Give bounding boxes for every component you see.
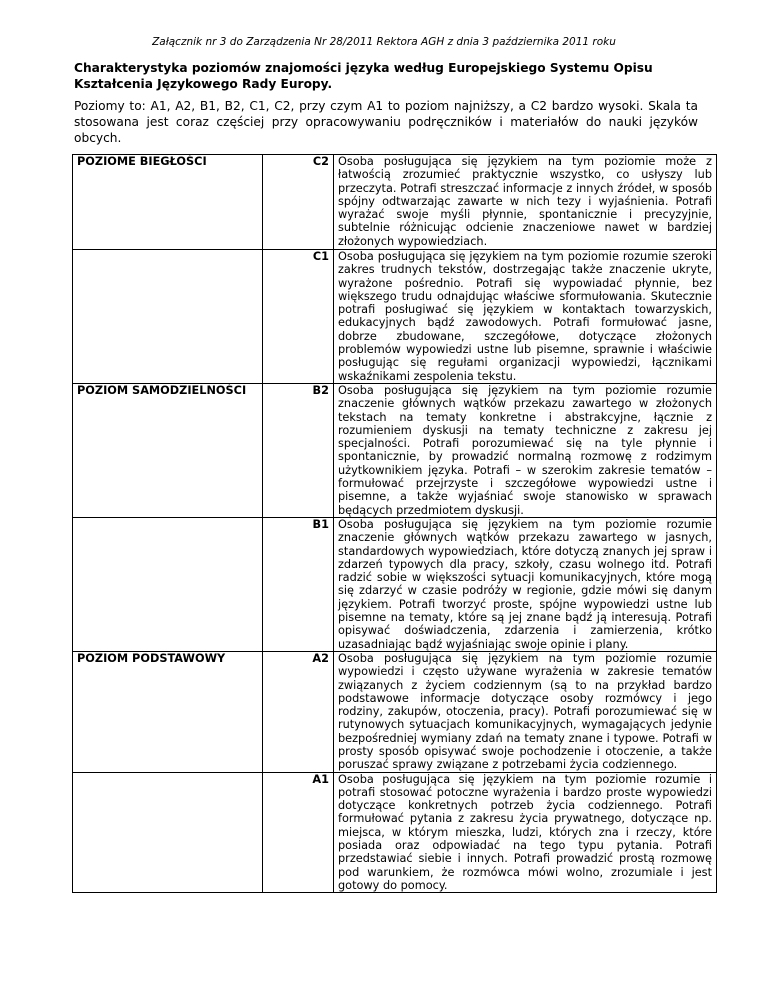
level-description: Osoba posługująca się językiem na tym poziomie rozumie znaczenie głównych wątków przekazu zawartego w jasnych, standardowych wypowiedziach, które dotyczą znanych jej spraw i zdarzeń typowych dla pracy, szkoły, czasu wolnego itd. Potrafi radzić sobie w większości sytuacji komunikacyjnych, które mogą się zdarzyć w czasie podróży w regionie, gdzie mówi się danym językiem. Potrafi tworzyć proste, spójne wypowiedzi ustne lub pisemne na tematy, które są jej znane bądź ją interesują. Potrafi opisywać doświadczenia, zdarzenia i zamierzenia, krótko uzasadniając bądź wyjaśniając swoje opinie i plany. [334, 517, 717, 651]
table-row [73, 155, 717, 250]
level-description: Osoba posługująca się językiem na tym poziomie rozumie znaczenie głównych wątków przekazu zawartego w złożonych tekstach na tematy konkretne i abstrakcyjne, łącznie z rozumieniem dyskusji na tematy techniczne z zakresu jej specjalności. Potrafi porozumiewać się na tyle płynnie i spontanicznie, by prowadzić normalną rozmowę z rodzimym użytkownikiem języka. Potrafi – w szerokim zakresie tematów – formułować przejrzyste i szczegółowe wypowiedzi ustne i pisemne, a także wyjaśniać swoje stanowisko w sprawach będących przedmiotem dyskusji. [334, 383, 717, 517]
level-code: B1 [263, 517, 334, 651]
level-description: Osoba posługująca się językiem na tym poziomie może z łatwością zrozumieć praktycznie wszystko, co usłyszy lub przeczyta. Potrafi streszczać informacje z innych źródeł, w sposób spójny odtwarzając zawarte w nich tezy i wyjaśnienia. Potrafi wyrażać swoje myśli płynnie, spontanicznie i precyzyjnie, subtelnie różnicując odcienie znaczeniowe nawet w bardziej złożonych wypowiedziach. [334, 155, 717, 250]
level-description: Osoba posługująca się językiem na tym poziomie rozumie i potrafi stosować potoczne wyrażenia i bardzo proste wypowiedzi dotyczące konkretnych potrzeb życia codziennego. Potrafi formułować pytania z zakresu życia prywatnego, dotyczące np. miejsca, w którym mieszka, ludzi, których zna i rzeczy, które posiada oraz odpowiadać na tego typu pytania. Potrafi przedstawiać siebie i innych. Potrafi prowadzić prostą rozmowę pod warunkiem, że rozmówca mówi wolno, zrozumiale i jest gotowy do pomocy. [334, 772, 717, 893]
intro-paragraph: Poziomy to: A1, A2, B1, B2, C1, C2, przy czym A1 to poziom najniższy, a C2 bardzo wysoki. Skala ta stosowana jest coraz częściej przy opracowywaniu podręczników i materiałów do nauki języków obcych. [74, 99, 698, 145]
category-cell-empty [73, 772, 263, 893]
level-code: A1 [263, 772, 334, 893]
category-cell: POZIOM PODSTAWOWY [73, 651, 263, 772]
category-cell: POZIOM SAMODZIELNOŚCI [73, 383, 263, 517]
table-row [73, 250, 717, 384]
page-title: Charakterystyka poziomów znajomości języka według Europejskiego Systemu Opisu Kształcenia Językowego Rady Europy. [74, 61, 653, 91]
table-row [73, 772, 717, 893]
category-cell-empty [73, 250, 263, 384]
level-code: A2 [263, 651, 334, 772]
category-cell-empty [73, 517, 263, 651]
level-description: Osoba posługująca się językiem na tym poziomie rozumie wypowiedzi i często używane wyrażenia w zakresie tematów związanych z życiem codziennym (są to na przykład bardzo podstawowe informacje dotyczące osoby rozmówcy i jego rodziny, zakupów, otoczenia, pracy). Potrafi porozumiewać się w rutynowych sytuacjach komunikacyjnych, wymagających jedynie bezpośredniej wymiany zdań na tematy znane i typowe. Potrafi w prosty sposób opisywać swoje pochodzenie i otoczenie, a także poruszać sprawy związane z potrzebami życia codziennego. [334, 651, 717, 772]
table-row [73, 517, 717, 651]
table-row [73, 651, 717, 772]
level-code: C1 [263, 250, 334, 384]
level-description: Osoba posługująca się językiem na tym poziomie rozumie szeroki zakres trudnych tekstów, dostrzegając także znaczenie ukryte, wyrażone pośrednio. Potrafi się wypowiadać płynnie, bez większego trudu odnajdując właściwe sformułowania. Skutecznie potrafi posługiwać się językiem w kontaktach towarzyskich, edukacyjnych bądź zawodowych. Potrafi formułować jasne, dobrze zbudowane, szczegółowe, dotyczące złożonych problemów wypowiedzi ustne lub pisemne, sprawnie i właściwie posługując się regułami organizacji wypowiedzi, łącznikami wskaźnikami zespolenia tekstu. [334, 250, 717, 384]
levels-table [72, 154, 717, 893]
category-cell: POZIOME BIEGŁOŚCI [73, 155, 263, 250]
header-note: Załącznik nr 3 do Zarządzenia Nr 28/2011 Rektora AGH z dnia 3 października 2011 roku [152, 36, 616, 48]
level-code: C2 [263, 155, 334, 250]
table-row [73, 383, 717, 517]
level-code: B2 [263, 383, 334, 517]
